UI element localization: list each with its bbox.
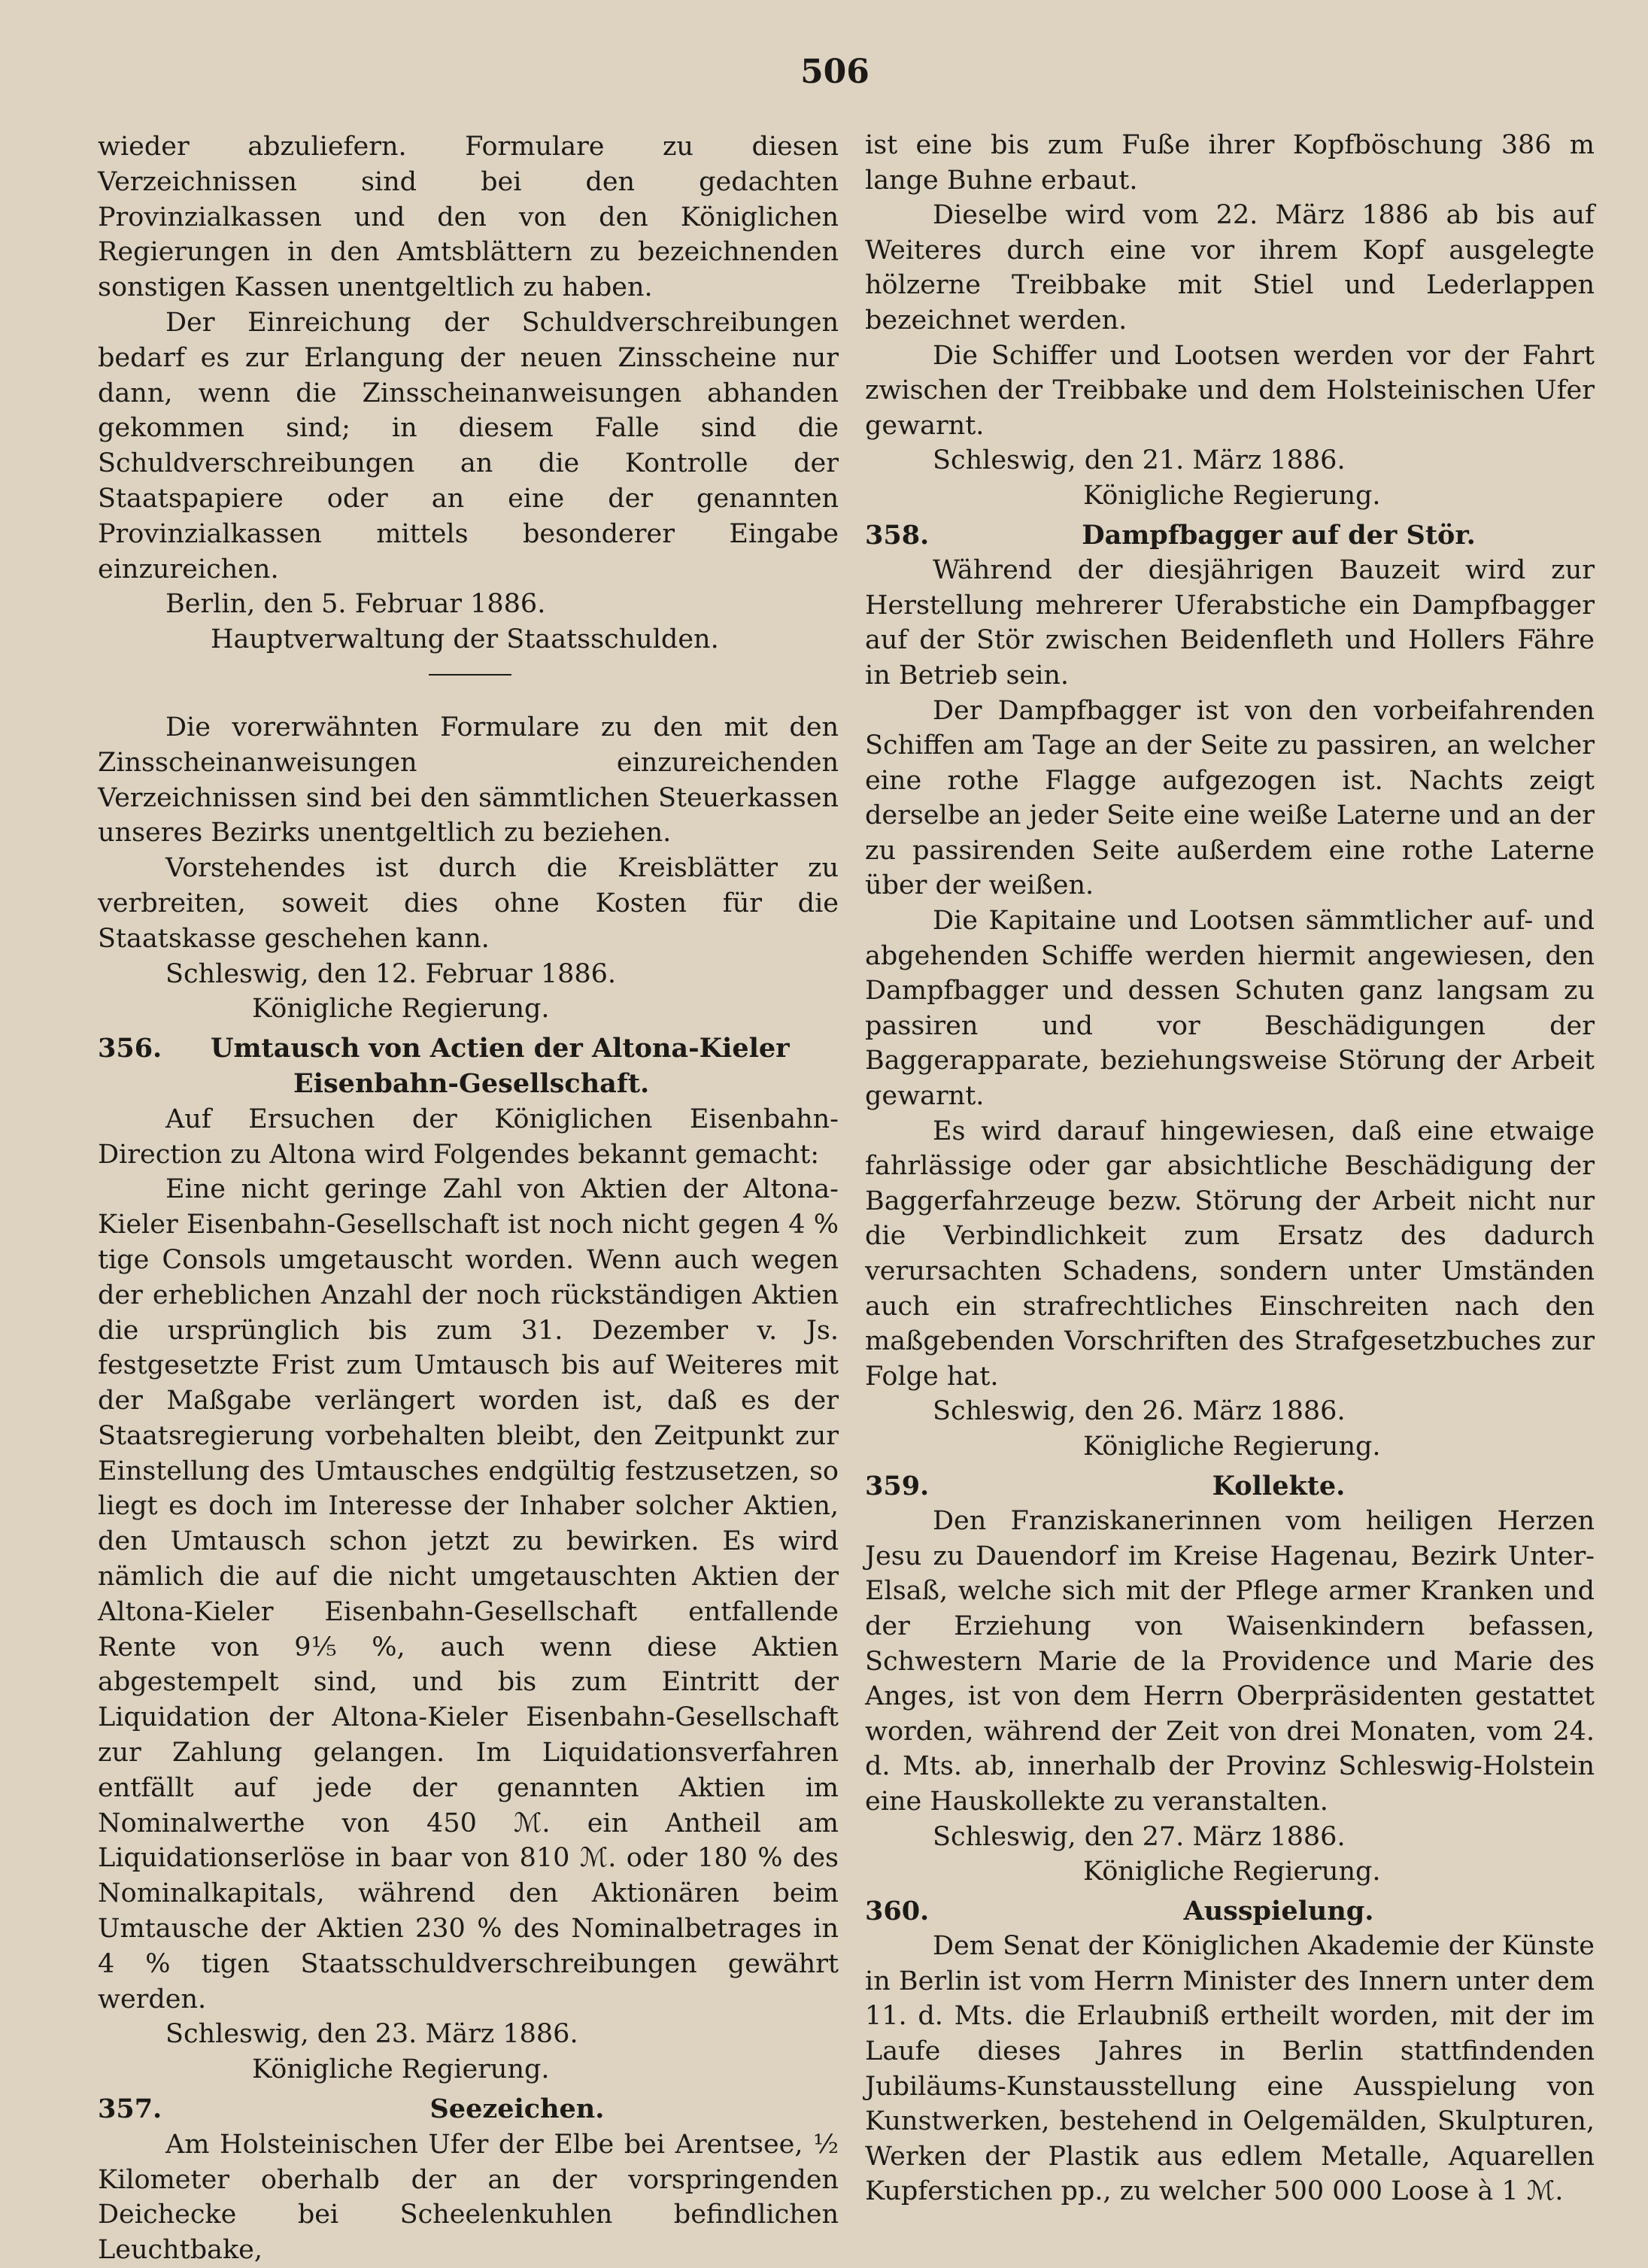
left-column	[98, 129, 839, 2268]
section-number: 358.	[865, 519, 930, 551]
paragraph: Der Einreichung der Schuldverschreibungen bedarf es zur Erlangung der neuen Zinsscheine nur dann, wenn die Zinsscheinanweisungen abhanden gekommen sind; in diesem Falle sind die Schuldverschreibungen an die Kontrolle der Staatspapiere oder an eine der genannten Provinzialkassen mittels besonderer Eingabe einzureichen.	[98, 307, 839, 584]
date-line: Schleswig, den 21. März 1886.	[933, 445, 1346, 476]
paragraph: Den Franziskanerinnen vom heiligen Herzen Jesu zu Dauendorf im Kreise Hagenau, Bezirk Unter-Elsaß, welche sich mit der Pflege armer Kranken und der Erziehung von Waisenkindern befassen, Schwestern Marie de la Providence und Marie des Anges, ist von dem Herrn Oberpräsidenten gestattet worden, während der Zeit von drei Monaten, vom 24. d. Mts. ab, innerhalb der Provinz Schleswig-Holstein eine Hauskollekte zu veranstalten.	[865, 1506, 1595, 1817]
authority-line: Königliche Regierung.	[252, 994, 550, 1025]
date-line: Berlin, den 5. Februar 1886.	[165, 589, 546, 620]
section-title: Umtausch von Actien der Altona-Kieler	[211, 1033, 790, 1064]
date-line: Schleswig, den 23. März 1886.	[165, 2019, 578, 2050]
paragraph: Die Kapitaine und Lootsen sämmtlicher auf- und abgehenden Schiffe werden hiermit angewiesen, den Dampfbagger und dessen Schuten ganz langsam zu passiren und vor Beschädigungen der Baggerapparate, beziehungsweise Störung der Arbeit gewarnt.	[865, 906, 1595, 1112]
paragraph: Am Holsteinischen Ufer der Elbe bei Arentsee, ½ Kilometer oberhalb der an der vorspringenden Deichecke bei Scheelenkuhlen befindlichen Leuchtbake,	[98, 2129, 839, 2266]
paragraph: Es wird darauf hingewiesen, daß eine etwaige fahrlässige oder gar absichtliche Beschädigung der Baggerfahrzeuge bezw. Störung der Arbeit nicht nur die Verbindlichkeit zum Ersatz des dadurch verursachten Schadens, sondern unter Umständen auch ein strafrechtliches Einschreiten nach den maßgebenden Vorschriften des Strafgesetzbuches zur Folge hat.	[865, 1116, 1595, 1392]
section-heading-359	[865, 1469, 1595, 1504]
section-heading-358	[865, 518, 1595, 554]
authority-line: Königliche Regierung.	[1083, 1857, 1381, 1887]
paragraph: Eine nicht geringe Zahl von Aktien der Altona-Kieler Eisenbahn-Gesellschaft ist noch nicht gegen 4 % tige Consols umgetauscht worden. Wenn auch wegen der erheblichen Anzahl der noch rückständigen Aktien die ursprünglich bis zum 31. Dezember v. Js. festgesetzte Frist zum Umtausch bis auf Weiteres mit der Maßgabe verlängert worden ist, daß es der Staatsregierung vorbehalten bleibt, den Zeitpunkt zur Einstellung des Umtausches endgültig festzusetzen, so liegt es doch im Interesse der Inhaber solcher Aktien, den Umtausch schon jetzt zu bewirken. Es wird nämlich die auf die nicht umgetauschten Aktien der Altona-Kieler Eisenbahn-Gesellschaft entfallende Rente von 9⅕ %, auch wenn diese Aktien abgestempelt sind, und bis zum Eintritt der Liquidation der Altona-Kieler Eisenbahn-Gesellschaft zur Zahlung gelangen. Im Liquidationsverfahren entfällt auf jede der genannten Aktien im Nominalwerthe von 450 ℳ. ein Antheil am Liquidationserlöse in baar von 810 ℳ. oder 180 % des Nominalkapitals, während den Aktionären beim Umtausche der Aktien 230 % des Nominalbetrages in 4 % tigen Staatsschuldverschreibungen gewährt werden.	[98, 1174, 839, 2014]
section-title: Kollekte.	[1212, 1470, 1346, 1501]
section-number: 356.	[98, 1033, 162, 1064]
date-line: Schleswig, den 26. März 1886.	[933, 1396, 1346, 1427]
paragraph: Während der diesjährigen Bauzeit wird zur Herstellung mehrerer Uferabstiche ein Dampfbagger auf der Stör zwischen Beidenfleth und Hollers Fähre in Betrieb sein.	[865, 555, 1595, 691]
authority-line: Königliche Regierung.	[252, 2054, 550, 2085]
section-heading-357	[98, 2092, 839, 2127]
paragraph: Die Schiffer und Lootsen werden vor der Fahrt zwischen der Treibbake und dem Holsteinischen Ufer gewarnt.	[865, 340, 1595, 441]
date-line: Schleswig, den 27. März 1886.	[933, 1821, 1346, 1852]
paragraph: Dieselbe wird vom 22. März 1886 ab bis auf Weiteres durch eine vor ihrem Kopf ausgelegte hölzerne Treibbake mit Stiel und Lederlappen bezeichnet werden.	[865, 200, 1595, 335]
section-title-continued: Eisenbahn-Gesellschaft.	[293, 1067, 650, 1099]
section-heading-356	[98, 1031, 839, 1067]
section-number: 357.	[98, 2093, 162, 2125]
section-heading-360	[865, 1894, 1595, 1929]
paragraph: Der Dampfbagger ist von den vorbeifahrenden Schiffen am Tage an der Seite zu passiren, an welcher eine rothe Flagge aufgezogen ist. Nachts zeigt derselbe an jeder Seite eine weiße Laterne und an der zu passirenden Seite außerdem eine rothe Laterne über der weißen.	[865, 695, 1595, 901]
paragraph: ist eine bis zum Fuße ihrer Kopfböschung 386 m lange Buhne erbaut.	[865, 130, 1595, 196]
authority-line: Königliche Regierung.	[1083, 480, 1381, 511]
page-number: 506	[800, 53, 870, 91]
paragraph: Die vorerwähnten Formulare zu den mit den Zinsscheinanweisungen einzureichenden Verzeichnissen sind bei den sämmtlichen Steuerkassen unseres Bezirks unentgeltlich zu beziehen.	[98, 712, 839, 849]
authority-line: Hauptverwaltung der Staatsschulden.	[211, 624, 719, 655]
section-number: 359.	[865, 1470, 930, 1501]
date-line: Schleswig, den 12. Februar 1886.	[165, 958, 617, 989]
right-column	[865, 128, 1595, 2209]
section-title: Ausspielung.	[1183, 1895, 1374, 1926]
paragraph: Auf Ersuchen der Königlichen Eisenbahn-Direction zu Altona wird Folgendes bekannt gemacht:	[98, 1104, 839, 1170]
authority-line: Königliche Regierung.	[1083, 1431, 1381, 1462]
section-title: Dampfbagger auf der Stör.	[1082, 519, 1476, 551]
section-title: Seezeichen.	[429, 2093, 605, 2125]
paragraph: wieder abzuliefern. Formulare zu diesen Verzeichnissen sind bei den gedachten Provinzialkassen und den von den Königlichen Regierungen in den Amtsblättern zu bezeichnenden sonstigen Kassen unentgeltlich zu haben.	[98, 132, 839, 303]
section-number: 360.	[865, 1895, 930, 1926]
paragraph: Dem Senat der Königlichen Akademie der Künste in Berlin ist vom Herrn Minister des Innern unter dem 11. d. Mts. die Erlaubniß ertheilt worden, mit der im Laufe dieses Jahres in Berlin stattfindenden Jubiläums-Kunstausstellung eine Ausspielung von Kunstwerken, bestehend in Oelgemälden, Skulpturen, Werken der Plastik aus edlem Metalle, Aquarellen Kupferstichen pp., zu welcher 500 000 Loose à 1 ℳ.	[865, 1931, 1595, 2207]
paragraph: Vorstehendes ist durch die Kreisblätter zu verbreiten, soweit dies ohne Kosten für die Staatskasse geschehen kann.	[98, 853, 839, 954]
separator-rule	[429, 674, 511, 676]
